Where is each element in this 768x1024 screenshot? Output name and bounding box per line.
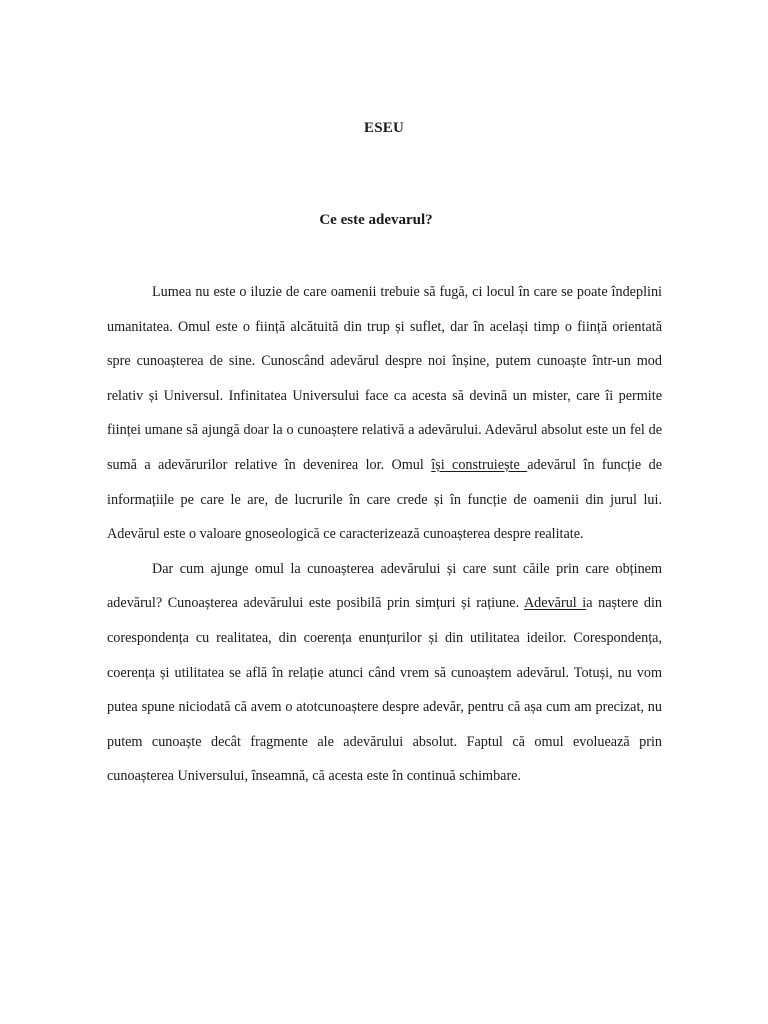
paragraph-1-text-start: Lumea nu este o iluzie de care oamenii trebuie să fugă, ci locul în care se poate îndeplini umanitatea. Omul este o ființă alcătuită din trup și suflet, dar în același timp o ființă orientată spre cunoașterea de sine. Cunoscând adevărul despre noi înșine, putem cunoaște într-un mod relativ și Universul. Infinitatea Universului face ca acesta să devină un mister, care îi permite ființei umane să ajungă doar la o cunoaștere relativă a adevărului. Adevărul absolut este un fel de sumă a adevărurilor relative în devenirea lor. Omul: [107, 284, 662, 473]
document-subtitle: Ce este adevarul?: [319, 212, 433, 228]
paragraph-2-underlined-text: Adevărul i: [523, 595, 587, 612]
paragraph-2-text-end: a naștere din corespondența cu realitatea, din coerența enunțurilor și din utilitatea ideilor. Corespondența, coerența și utilitatea se află în relație atunci când vrem să cunoaștem adevărul. Totuși, nu vom putea spune niciodată că avem o atotcunoaștere despre adevăr, pentru că așa cum am precizat, nu putem cunoaște decât fragmente ale adevărului absolut. Faptul că omul evoluează prin cunoașterea Universului, înseamnă, că acesta este în continuă schimbare.: [107, 595, 662, 785]
document-title: ESEU: [364, 120, 404, 136]
paragraph-2-text-start: Dar cum ajunge omul la cunoașterea adevărului și care sunt căile prin care obținem adevărul? Cunoașterea adevărului este posibilă prin simțuri și rațiune.: [107, 560, 662, 612]
paragraph-1: [107, 275, 662, 552]
paragraph-2: [107, 552, 662, 794]
paragraph-1-underlined-text: își construiește: [431, 456, 528, 473]
document-body: [107, 275, 662, 794]
paragraph-1-text-end: adevărul în funcție de informațiile pe care le are, de lucrurile în care crede și în funcție de oamenii din jurul lui. Adevărul este o valoare gnoseologică ce caracterizează cunoașterea despre realitate.: [107, 456, 663, 543]
